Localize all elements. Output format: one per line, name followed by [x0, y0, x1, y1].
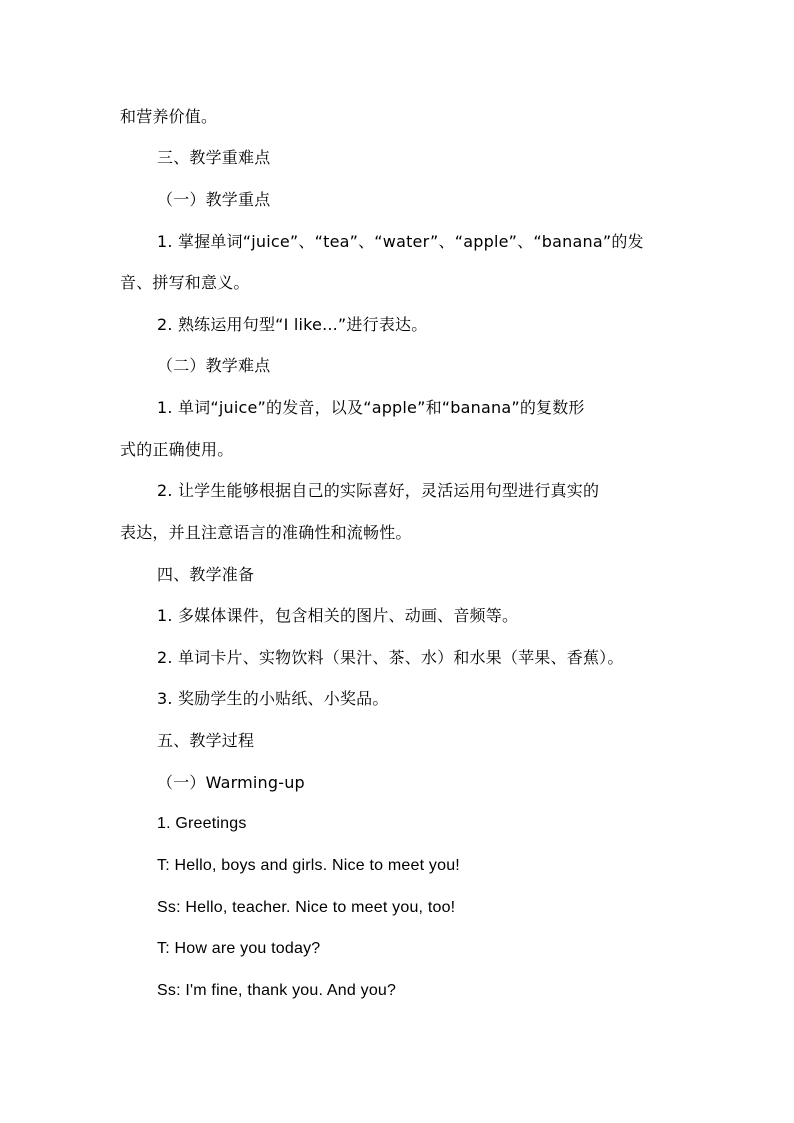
- key-point-1: 1. 掌握单词“juice”、“tea”、“water”、“apple”、“banana”的发: [157, 232, 644, 251]
- section-heading-4: 四、教学准备: [157, 565, 255, 584]
- preparation-3: 3. 奖励学生的小贴纸、小奖品。: [157, 689, 389, 708]
- subsection-heading-key-points: （一）教学重点: [157, 190, 271, 209]
- difficulty-2: 2. 让学生能够根据自己的实际喜好，灵活运用句型进行真实的: [157, 481, 600, 500]
- subsection-heading-warming-up: （一）Warming-up: [157, 773, 305, 792]
- difficulty-2-continued: 表达，并且注意语言的准确性和流畅性。: [120, 523, 412, 542]
- subsection-heading-difficulties: （二）教学难点: [157, 356, 271, 375]
- step-greetings: 1. Greetings: [157, 815, 247, 832]
- dialogue-line-4: Ss: I'm fine, thank you. And you?: [157, 982, 397, 999]
- preparation-1: 1. 多媒体课件，包含相关的图片、动画、音频等。: [157, 606, 519, 625]
- dialogue-line-3: T: How are you today?: [157, 940, 321, 957]
- section-heading-3: 三、教学重难点: [157, 148, 271, 167]
- text-line-continuation: 和营养价值。: [120, 107, 218, 126]
- section-heading-5: 五、教学过程: [157, 731, 255, 750]
- key-point-2: 2. 熟练运用句型“I like...”进行表达。: [157, 315, 428, 334]
- dialogue-line-1: T: Hello, boys and girls. Nice to meet you!: [157, 857, 460, 874]
- difficulty-1: 1. 单词“juice”的发音，以及“apple”和“banana”的复数形: [157, 398, 585, 417]
- dialogue-line-2: Ss: Hello, teacher. Nice to meet you, too!: [157, 899, 456, 916]
- key-point-1-continued: 音、拼写和意义。: [120, 273, 250, 292]
- difficulty-1-continued: 式的正确使用。: [120, 440, 234, 459]
- preparation-2: 2. 单词卡片、实物饮料（果汁、茶、水）和水果（苹果、香蕉）。: [157, 648, 624, 667]
